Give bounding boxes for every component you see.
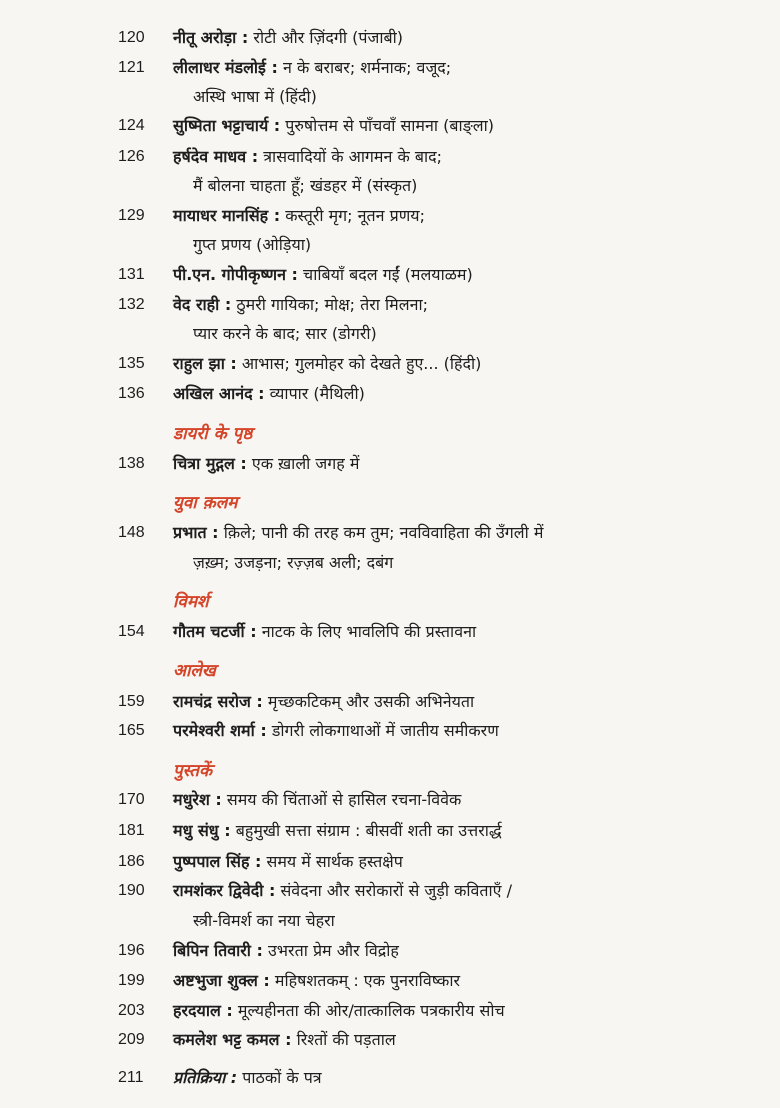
entry-title-continuation: स्त्री-विमर्श का नया चेहरा [193,911,335,930]
page-number: 132 [118,296,145,313]
page-number: 121 [118,59,145,76]
entry-text [173,820,502,842]
page-number: 181 [118,822,145,839]
entry-title: नाटक के लिए भावलिपि की प्रस्तावना [261,622,477,641]
page-number: 203 [118,1002,145,1019]
entry-text [173,1029,396,1051]
entry-text [173,691,474,713]
entry-title: ठुमरी गायिका; मोक्ष; तेरा मिलना; [236,295,429,314]
page-number: 190 [118,882,145,899]
entry-text [173,383,365,405]
entry-title: आभास; गुलमोहर को देखते हुए... (हिंदी) [241,354,482,373]
author-name: अष्टभुजा शुक्ल : [173,971,270,990]
author-name: मधुरेश : [173,790,222,809]
page-number: 154 [118,623,145,640]
author-name: अखिल आनंद : [173,384,265,403]
author-name: नीतू अरोड़ा : [173,28,249,47]
author-name: पी.एन. गोपीकृष्णन : [173,265,298,284]
entry-title: पाठकों के पत्र [242,1068,322,1087]
author-name: मायाधर मानसिंह : [173,206,281,225]
author-name: चित्रा मुद्गल : [173,454,247,473]
author-name: वेद राही : [173,295,232,314]
author-name: पुष्पपाल सिंह : [173,852,262,871]
entry-title: एक ख़ाली जगह में [251,454,360,473]
page-number: 136 [118,385,145,402]
entry-title: पुरुषोत्तम से पाँचवाँ सामना (बाङ्ला) [285,116,495,135]
entry-title-continuation: अस्थि भाषा में (हिंदी) [193,87,317,106]
entry-text [173,720,499,742]
page-number: 170 [118,791,145,808]
entry-title: रिश्तों की पड़ताल [296,1030,396,1049]
author-name: बिपिन तिवारी : [173,941,263,960]
page-number: 209 [118,1031,145,1048]
entry-title: समय में सार्थक हस्तक्षेप [266,852,403,871]
entry-title: क़िले; पानी की तरह कम तुम; नवविवाहिता की उँगली में [223,523,544,542]
author-name: रामशंकर द्विवेदी : [173,881,276,900]
author-name: गौतम चटर्जी : [173,622,257,641]
entry-title: डोगरी लोकगाथाओं में जातीय समीकरण [271,721,499,740]
author-name: लीलाधर मंडलोई : [173,58,278,77]
page-number: 186 [118,853,145,870]
page-number: 138 [118,455,145,472]
section-heading: पुस्तकें [173,761,213,781]
page-number: 135 [118,355,145,372]
entry-text [173,264,473,286]
entry-title: मूल्यहीनता की ओर/तात्कालिक पत्रकारीय सोच [237,1001,505,1020]
entry-text [173,522,543,544]
entry-text [173,205,425,227]
entry-title-continuation: गुप्त प्रणय (ओड़िया) [193,235,312,254]
entry-title: न के बराबर; शर्मनाक; वजूद; [282,58,452,77]
page-number: 165 [118,722,145,739]
entry-text [173,57,451,79]
entry-title-continuation: मैं बोलना चाहता हूँ; खंडहर में (संस्कृत) [193,176,418,195]
entry-text [173,294,428,316]
entry-text [173,453,359,475]
entry-text [173,1000,505,1022]
entry-title: मृच्छकटिकम् और उसकी अभिनेयता [267,692,475,711]
page-number: 196 [118,942,145,959]
entry-title: व्यापार (मैथिली) [269,384,365,403]
entry-text [173,621,476,643]
author-name: प्रतिक्रिया : [173,1068,238,1087]
entry-title: चाबियाँ बदल गईं (मलयाळम) [303,265,473,284]
author-name: राहुल झा : [173,354,237,373]
entry-title: संवेदना और सरोकारों से जुड़ी कविताएँ / [280,881,512,900]
author-name: परमेश्वरी शर्मा : [173,721,267,740]
page-number: 124 [118,117,145,134]
author-name: प्रभात : [173,523,219,542]
entry-title: बहुमुखी सत्ता संग्राम : बीसवीं शती का उत्तरार्द्ध [235,821,502,840]
entry-title-continuation: प्यार करने के बाद; सार (डोगरी) [193,324,377,343]
section-heading: युवा क़लम [173,493,238,513]
entry-text [173,851,403,873]
entry-text [173,27,403,49]
author-name: सुष्मिता भट्टाचार्य : [173,116,281,135]
entry-title: कस्तूरी मृग; नूतन प्रणय; [285,206,425,225]
entry-title: उभरता प्रेम और विद्रोह [268,941,399,960]
entry-title: समय की चिंताओं से हासिल रचना-विवेक [226,790,462,809]
entry-title-continuation: ज़ख़्म; उजड़ना; रज़्ज़ब अली; दबंग [193,553,394,572]
page-number: 159 [118,693,145,710]
section-heading: आलेख [173,661,216,681]
author-name: हर्षदेव माधव : [173,147,259,166]
entry-text [173,789,461,811]
page-number: 199 [118,972,145,989]
entry-text [173,353,481,375]
entry-text [173,970,460,992]
section-heading: विमर्श [173,592,209,612]
entry-title: त्रासवादियों के आगमन के बाद; [263,147,443,166]
section-heading: डायरी के पृष्ठ [173,424,253,444]
entry-title: महिषशतकम् : एक पुनराविष्कार [274,971,461,990]
page-number: 148 [118,524,145,541]
entry-title: रोटी और ज़िंदगी (पंजाबी) [253,28,404,47]
page-number: 131 [118,266,145,283]
entry-text [173,940,399,962]
author-name: रामचंद्र सरोज : [173,692,263,711]
entry-text [173,1067,322,1089]
author-name: कमलेश भट्ट कमल : [173,1030,292,1049]
entry-text [173,880,512,902]
page-number: 129 [118,207,145,224]
entry-text [173,146,442,168]
author-name: हरदयाल : [173,1001,233,1020]
page-number: 211 [118,1069,144,1086]
author-name: मधु संधु : [173,821,231,840]
page-number: 126 [118,148,145,165]
entry-text [173,115,494,137]
page-number: 120 [118,29,145,46]
